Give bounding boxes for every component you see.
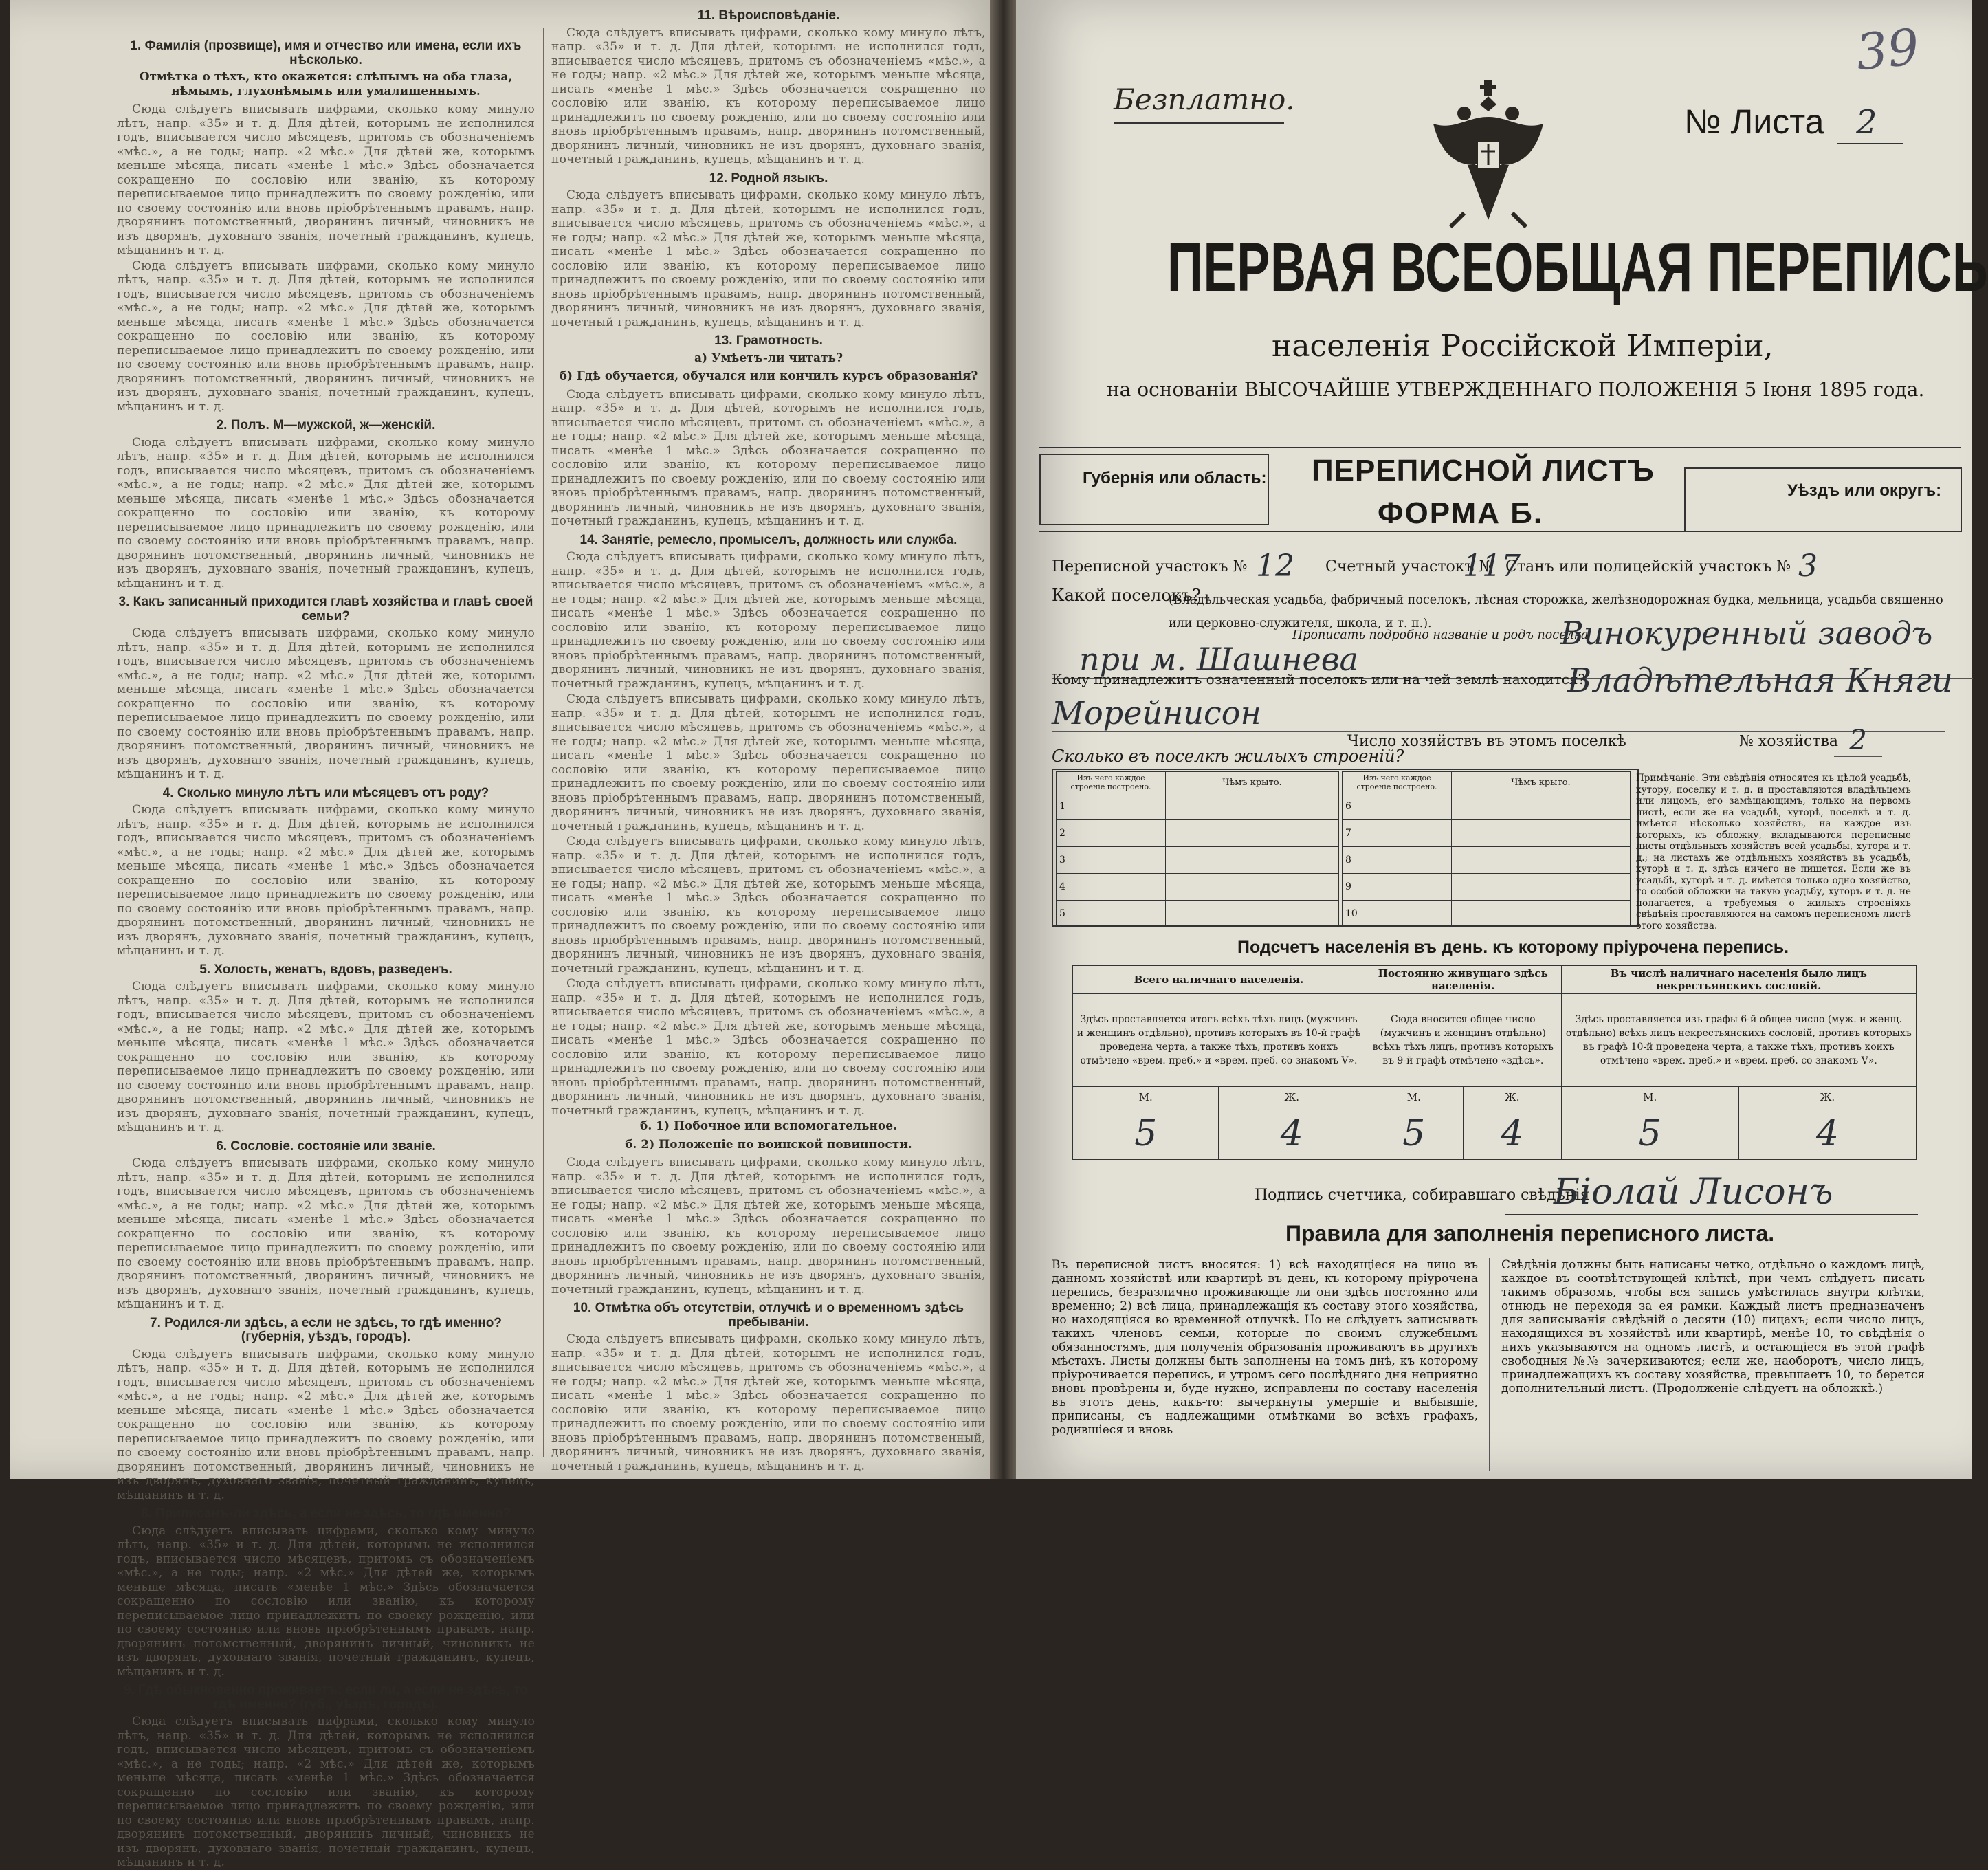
left-column-divider	[543, 28, 544, 1458]
sheet-number-underline	[1837, 143, 1903, 144]
schetny-label: Счетный участокъ №	[1325, 558, 1494, 575]
count-total-female: 4	[1219, 1108, 1365, 1160]
question-9: 9. Гдѣ обыкновенно проживаетъ: если ли, а если не здѣсь, то гдѣ именно? (губ., уѣздъ, городъ).	[123, 1683, 529, 1712]
question-3: 3. Какъ записанный приходится главѣ хозяйства и главѣ своей семьи?	[118, 595, 533, 624]
free-label: Безплатно.	[1114, 82, 1295, 116]
filler-text: Сюда слѣдуетъ вписывать цифрами, сколько кому минуло лѣтъ, напр. «35» и т. д. Для дѣтей, которымъ не исполнился годъ, вписывается число мѣсяцевъ, притомъ съ обозначеніемъ «мѣс.», а не годы; напр. «2 мѣс.» Для дѣтей же, которымъ меньше мѣсяца, писать «менѣе 1 мѣс.» Здѣсь обозначается сокращенно по сословію или званію, къ которому переписываемое лицо принадлежитъ по своему рожденію, или по своему состоянію или вновь пріобрѣтеннымъ правамъ, напр. дворянинъ потомственный, дворянинъ личный, чиновникъ не изъ дворянъ, духовнаго званія, почетный гражданинъ, купецъ, мѣщанинъ и т. д.	[117, 1156, 535, 1311]
owner-value-1: Владѣтельная Княги	[1567, 661, 1953, 700]
filler-text: Сюда слѣдуетъ вписывать цифрами, сколько кому минуло лѣтъ, напр. «35» и т. д. Для дѣтей, которымъ не исполнился годъ, вписывается число мѣсяцевъ, притомъ съ обозначеніемъ «мѣс.», а не годы; напр. «2 мѣс.» Для дѣтей же, которымъ меньше мѣсяца, писать «менѣе 1 мѣс.» Здѣсь обозначается сокращенно по сословію или званію, къ которому переписываемое лицо принадлежитъ по своему рожденію, или по своему состоянію или вновь пріобрѣтеннымъ правамъ, напр. дворянинъ потомственный, дворянинъ личный, чиновникъ не изъ дворянъ, духовнаго званія, почетный гражданинъ, купецъ, мѣщанинъ и т. д.	[117, 258, 535, 414]
count-male-label: М.	[1073, 1087, 1219, 1108]
perepisnoy-value: 12	[1230, 549, 1320, 584]
table-row: 8	[1343, 847, 1631, 874]
count-nonpeasant-male: 5	[1561, 1108, 1738, 1160]
question-16: б. 2) Положеніе по воинской повинности.	[625, 1137, 912, 1152]
count-header-nonpeasant: Въ числѣ наличнаго населенія было лицъ некрестьянскихъ сословій.	[1561, 966, 1916, 994]
rules-text-right: Свѣдѣнія должны быть написаны четко, отдѣльно о каждомъ лицѣ, каждое въ соотвѣтствующей клѣткѣ, при чемъ слѣдуетъ писать такимъ образомъ, чтобы вся запись умѣстилась внутри клѣтки, отнюдь не переходя за ея рамки. Каждый листъ предназначенъ для записыванія свѣдѣній о десяти (10) лицахъ; если число лицъ, находящихся въ хозяйствѣ или квартирѣ, менѣе 10, то свѣдѣнія о нихъ указываются на одномъ листѣ, и остающіеся въ этой графѣ свободныя №№ зачеркиваются; если же, наоборотъ, число лицъ, принадлежащихъ къ составу хозяйства, превышаетъ 10, то берется дополнительный листъ. (Продолженіе слѣдуетъ на обложкѣ.)	[1501, 1258, 1925, 1396]
count-title: Подсчетъ населенія въ день. къ которому пріурочена перепись.	[1237, 938, 1789, 957]
census-title: ПЕРВАЯ ВСЕОБЩАЯ ПЕРЕПИСЬ	[1167, 229, 1988, 306]
count-header-total: Всего наличнаго населенія.	[1073, 966, 1365, 994]
table-row: 3	[1057, 847, 1339, 874]
signature-line	[1505, 1214, 1918, 1216]
filler-text: Сюда слѣдуетъ вписывать цифрами, сколько кому минуло лѣтъ, напр. «35» и т. д. Для дѣтей, которымъ не исполнился годъ, вписывается число мѣсяцевъ, притомъ съ обозначеніемъ «мѣс.», а не годы; напр. «2 мѣс.» Для дѣтей же, которымъ меньше мѣсяца, писать «менѣе 1 мѣс.» Здѣсь обозначается сокращенно по сословію или званію, къ которому переписываемое лицо принадлежитъ по своему рожденію, или по своему состоянію или вновь пріобрѣтеннымъ правамъ, напр. дворянинъ потомственный, дворянинъ личный, чиновникъ не изъ дворянъ, духовнаго званія, почетный гражданинъ, купецъ, мѣщанинъ и т. д.	[117, 626, 535, 781]
question-4: 4. Сколько минуло лѣтъ или мѣсяцевъ отъ роду?	[162, 785, 489, 800]
signature-value: Біолай Лисонъ	[1554, 1172, 1833, 1213]
buildings-label: Сколько въ поселкѣ жилыхъ строеній?	[1052, 747, 1404, 766]
sheet-number-value: 2	[1856, 103, 1877, 142]
table-row: 7	[1343, 820, 1631, 847]
filler-text: Сюда слѣдуетъ вписывать цифрами, сколько кому минуло лѣтъ, напр. «35» и т. д. Для дѣтей, которымъ не исполнился годъ, вписывается число мѣсяцевъ, притомъ съ обозначеніемъ «мѣс.», а не годы; напр. «2 мѣс.» Для дѣтей же, которымъ меньше мѣсяца, писать «менѣе 1 мѣс.» Здѣсь обозначается сокращенно по сословію или званію, къ которому переписываемое лицо принадлежитъ по своему рожденію, или по своему состоянію или вновь пріобрѣтеннымъ правамъ, напр. дворянинъ потомственный, дворянинъ личный, чиновникъ не изъ дворянъ, духовнаго званія, почетный гражданинъ, купецъ, мѣщанинъ и т. д.	[551, 1156, 986, 1297]
owner-label: Кому принадлежитъ означенный поселокъ или на чей землѣ находится?	[1052, 671, 1586, 688]
filler-text: Сюда слѣдуетъ вписывать цифрами, сколько кому минуло лѣтъ, напр. «35» и т. д. Для дѣтей, которымъ не исполнился годъ, вписывается число мѣсяцевъ, притомъ съ обозначеніемъ «мѣс.», а не годы; напр. «2 мѣс.» Для дѣтей же, которымъ меньше мѣсяца, писать «менѣе 1 мѣс.» Здѣсь обозначается сокращенно по сословію или званію, къ которому переписываемое лицо принадлежитъ по своему рожденію, или по своему состоянію или вновь пріобрѣтеннымъ правамъ, напр. дворянинъ потомственный, дворянинъ личный, чиновникъ не изъ дворянъ, духовнаго званія, почетный гражданинъ, купецъ, мѣщанинъ и т. д.	[551, 188, 986, 329]
guberniya-label: Губернія или область:	[1083, 469, 1267, 487]
household-number-value: 2	[1834, 725, 1882, 757]
filler-text: Сюда слѣдуетъ вписывать цифрами, сколько кому минуло лѣтъ, напр. «35» и т. д. Для дѣтей, которымъ не исполнился годъ, вписывается число мѣсяцевъ, притомъ съ обозначеніемъ «мѣс.», а не годы; напр. «2 мѣс.» Для дѣтей же, которымъ меньше мѣсяца, писать «менѣе 1 мѣс.» Здѣсь обозначается сокращенно по сословію или званію, къ которому переписываемое лицо принадлежитъ по своему рожденію, или по своему состоянію или вновь пріобрѣтеннымъ правамъ, напр. дворянинъ потомственный, дворянинъ личный, чиновникъ не изъ дворянъ, духовнаго званія, почетный гражданинъ, купецъ, мѣщанинъ и т. д.	[117, 102, 535, 257]
count-header-permanent: Постоянно живущаго здѣсь населенія.	[1365, 966, 1561, 994]
table-row: 4	[1057, 874, 1339, 901]
poselok-label: Какой поселокъ?	[1052, 586, 1201, 605]
filler-text: Сюда слѣдуетъ вписывать цифрами, сколько кому минуло лѣтъ, напр. «35» и т. д. Для дѣтей, которымъ не исполнился годъ, вписывается число мѣсяцевъ, притомъ съ обозначеніемъ «мѣс.», а не годы; напр. «2 мѣс.» Для дѣтей же, которымъ меньше мѣсяца, писать «менѣе 1 мѣс.» Здѣсь обозначается сокращенно по сословію или званію, къ которому переписываемое лицо принадлежитъ по своему рожденію, или по своему состоянію или вновь пріобрѣтеннымъ правамъ, напр. дворянинъ потомственный, дворянинъ личный, чиновникъ не изъ дворянъ, духовнаго званія, почетный гражданинъ, купецъ, мѣщанинъ и т. д.	[117, 1524, 535, 1679]
filler-text: Сюда слѣдуетъ вписывать цифрами, сколько кому минуло лѣтъ, напр. «35» и т. д. Для дѣтей, которымъ не исполнился годъ, вписывается число мѣсяцевъ, притомъ съ обозначеніемъ «мѣс.», а не годы; напр. «2 мѣс.» Для дѣтей же, которымъ меньше мѣсяца, писать «менѣе 1 мѣс.» Здѣсь обозначается сокращенно по сословію или званію, къ которому переписываемое лицо принадлежитъ по своему рожденію, или по своему состоянію или вновь пріобрѣтеннымъ правамъ, напр. дворянинъ потомственный, дворянинъ личный, чиновникъ не изъ дворянъ, духовнаго званія, почетный гражданинъ, купецъ, мѣщанинъ и т. д.	[117, 435, 535, 591]
question-6: 6. Сословіе. состояніе или званіе.	[216, 1138, 436, 1154]
filler-text: Сюда слѣдуетъ вписывать цифрами, сколько кому минуло лѣтъ, напр. «35» и т. д. Для дѣтей, которымъ не исполнился годъ, вписывается число мѣсяцевъ, притомъ съ обозначеніемъ «мѣс.», а не годы; напр. «2 мѣс.» Для дѣтей же, которымъ меньше мѣсяца, писать «менѣе 1 мѣс.» Здѣсь обозначается сокращенно по сословію или званію, къ которому переписываемое лицо принадлежитъ по своему рожденію, или по своему состоянію или вновь пріобрѣтеннымъ правамъ, напр. дворянинъ потомственный, дворянинъ личный, чиновникъ не изъ дворянъ, духовнаго званія, почетный гражданинъ, купецъ, мѣщанинъ и т. д.	[117, 1715, 535, 1869]
uezd-label: Уѣздъ или округъ:	[1787, 481, 1942, 500]
rules-text-left: Въ переписной листъ вносятся: 1) всѣ находящіеся на лицо въ данномъ хозяйствѣ или квартирѣ въ день, къ которому пріурочена перепись, безразлично проживающіе ли они здѣсь постоянно или временно; 2) всѣ лица, принадлежащія къ составу этого хозяйства, но находящіяся во временной отлучкѣ. Но не слѣдуетъ записывать такихъ членовъ семьи, которые по своимъ служебнымъ обязанностямъ, для полученія образованія проживаютъ въ другихъ мѣстахъ. Листы должны быть заполнены на томъ днѣ, къ которому пріурочивается перепись, и утромъ сего послѣдняго дня неприятно вновь провѣрены и, буде нужно, исправлены по составу населенія въ этотъ день, какъ-то: вычеркнуты умершіе и выбывшіе, приписаны, съ надлежащими отмѣтками во всѣхъ графахъ, родившіеся и вновь	[1052, 1258, 1478, 1437]
filler-text: Сюда слѣдуетъ вписывать цифрами, сколько кому минуло лѣтъ, напр. «35» и т. д. Для дѣтей, которымъ не исполнился годъ, вписывается число мѣсяцевъ, притомъ съ обозначеніемъ «мѣс.», а не годы; напр. «2 мѣс.» Для дѣтей же, которымъ меньше мѣсяца, писать «менѣе 1 мѣс.» Здѣсь обозначается сокращенно по сословію или званію, къ которому переписываемое лицо принадлежитъ по своему рожденію, или по своему состоянію или вновь пріобрѣтеннымъ правамъ, напр. дворянинъ потомственный, дворянинъ личный, чиновникъ не изъ дворянъ, духовнаго званія, почетный гражданинъ, купецъ, мѣщанинъ и т. д.	[117, 980, 535, 1134]
filler-text: Сюда слѣдуетъ вписывать цифрами, сколько кому минуло лѣтъ, напр. «35» и т. д. Для дѣтей, которымъ не исполнился годъ, вписывается число мѣсяцевъ, притомъ съ обозначеніемъ «мѣс.», а не годы; напр. «2 мѣс.» Для дѣтей же, которымъ меньше мѣсяца, писать «менѣе 1 мѣс.» Здѣсь обозначается сокращенно по сословію или званію, къ которому переписываемое лицо принадлежитъ по своему рожденію, или по своему состоянію или вновь пріобрѣтеннымъ правамъ, напр. дворянинъ потомственный, дворянинъ личный, чиновникъ не изъ дворянъ, духовнаго званія, почетный гражданинъ, купецъ, мѣщанинъ и т. д.	[551, 835, 986, 976]
count-male-label: М.	[1365, 1087, 1463, 1108]
buildings-col-material: Изъ чего каждое строеніе построено.	[1343, 772, 1452, 793]
filler-text: Сюда слѣдуетъ вписывать цифрами, сколько кому минуло лѣтъ, напр. «35» и т. д. Для дѣтей, которымъ не исполнился годъ, вписывается число мѣсяцевъ, притомъ съ обозначеніемъ «мѣс.», а не годы; напр. «2 мѣс.» Для дѣтей же, которымъ меньше мѣсяца, писать «менѣе 1 мѣс.» Здѣсь обозначается сокращенно по сословію или званію, къ которому переписываемое лицо принадлежитъ по своему рожденію, или по своему состоянію или вновь пріобрѣтеннымъ правамъ, напр. дворянинъ потомственный, дворянинъ личный, чиновникъ не изъ дворянъ, духовнаго званія, почетный гражданинъ, купецъ, мѣщанинъ и т. д.	[551, 692, 986, 833]
form-list-label: ПЕРЕПИСНОЙ ЛИСТЪ	[1312, 454, 1655, 487]
schetny-value: 117	[1463, 549, 1521, 584]
poselok-hint: (Владѣльческая усадьба, фабричный поселокъ, лѣсная сторожка, желѣзнодорожная будка, мельница, усадьба священно или церковно-служителя, школа, и т. п.).	[1169, 593, 1943, 630]
count-permanent-female: 4	[1463, 1108, 1561, 1160]
table-row: 5	[1057, 901, 1339, 927]
household-number-label: № хозяйства	[1739, 733, 1838, 750]
buildings-table-left	[1056, 771, 1339, 927]
count-nonpeasant-female: 4	[1738, 1108, 1916, 1160]
table-row: 1	[1057, 793, 1339, 820]
count-desc-permanent: Сюда вносится общее число (мужчинъ и женщинъ отдѣльно) всѣхъ тѣхъ лицъ, противъ которыхъ въ 9-й графѣ отмѣчено «здѣсь».	[1365, 994, 1561, 1087]
page-number: 39	[1853, 17, 1922, 82]
buildings-col-material: Изъ чего каждое строеніе построено.	[1057, 772, 1166, 793]
poselok-hint-2: Прописать подробно названіе и родъ поселка	[1292, 628, 1589, 642]
count-table	[1072, 965, 1917, 1160]
question-15: б. 1) Побочное или вспомогательное.	[640, 1119, 897, 1133]
owner-value-2: Морейнисон	[1052, 694, 1945, 732]
count-female-label: Ж.	[1738, 1087, 1916, 1108]
poselok-value-2: при м. Шашнева	[1052, 641, 1973, 679]
form-letter-label: ФОРМА Б.	[1378, 496, 1544, 530]
count-desc-total: Здѣсь проставляется итогъ всѣхъ тѣхъ лицъ (мужчинъ и женщинъ отдѣльно), противъ которыхъ въ 10-й графѣ проведена черта, а также тѣхъ, противъ коихъ отмѣчено «врем. преб.» и «врем. преб. со знакомъ V».	[1073, 994, 1365, 1087]
left-column-1	[117, 34, 535, 1869]
filler-text: Сюда слѣдуетъ вписывать цифрами, сколько кому минуло лѣтъ, напр. «35» и т. д. Для дѣтей, которымъ не исполнился годъ, вписывается число мѣсяцевъ, притомъ съ обозначеніемъ «мѣс.», а не годы; напр. «2 мѣс.» Для дѣтей же, которымъ меньше мѣсяца, писать «менѣе 1 мѣс.» Здѣсь обозначается сокращенно по сословію или званію, къ которому переписываемое лицо принадлежитъ по своему рожденію, или по своему состоянію или вновь пріобрѣтеннымъ правамъ, напр. дворянинъ потомственный, дворянинъ личный, чиновникъ не изъ дворянъ, духовнаго званія, почетный гражданинъ, купецъ, мѣщанинъ и т. д.	[117, 1347, 535, 1502]
table-row: 10	[1343, 901, 1631, 927]
stan-label: Станъ или полицейскій участокъ №	[1505, 558, 1791, 575]
question-13: 13. Грамотность.	[714, 333, 823, 348]
buildings-col-roof: Чѣмъ крыто.	[1452, 772, 1631, 793]
filler-text: Сюда слѣдуетъ вписывать цифрами, сколько кому минуло лѣтъ, напр. «35» и т. д. Для дѣтей, которымъ не исполнился годъ, вписывается число мѣсяцевъ, притомъ съ обозначеніемъ «мѣс.», а не годы; напр. «2 мѣс.» Для дѣтей же, которымъ меньше мѣсяца, писать «менѣе 1 мѣс.» Здѣсь обозначается сокращенно по сословію или званію, къ которому переписываемое лицо принадлежитъ по своему рожденію, или по своему состоянію или вновь пріобрѣтеннымъ правамъ, напр. дворянинъ потомственный, дворянинъ личный, чиновникъ не изъ дворянъ, духовнаго званія, почетный гражданинъ, купецъ, мѣщанинъ и т. д.	[551, 1332, 986, 1473]
question-11: 11. Вѣроисповѣданіе.	[697, 8, 840, 23]
filler-text: Сюда слѣдуетъ вписывать цифрами, сколько кому минуло лѣтъ, напр. «35» и т. д. Для дѣтей, которымъ не исполнился годъ, вписывается число мѣсяцевъ, притомъ съ обозначеніемъ «мѣс.», а не годы; напр. «2 мѣс.» Для дѣтей же, которымъ меньше мѣсяца, писать «менѣе 1 мѣс.» Здѣсь обозначается сокращенно по сословію или званію, къ которому переписываемое лицо принадлежитъ по своему рожденію, или по своему состоянію или вновь пріобрѣтеннымъ правамъ, напр. дворянинъ потомственный, дворянинъ личный, чиновникъ не изъ дворянъ, духовнаго званія, почетный гражданинъ, купецъ, мѣщанинъ и т. д.	[551, 977, 986, 1118]
count-female-label: Ж.	[1463, 1087, 1561, 1108]
stan-value: 3	[1753, 549, 1863, 584]
question-2: 2. Полъ. М—мужской, ж—женскій.	[216, 418, 436, 432]
filler-text: Сюда слѣдуетъ вписывать цифрами, сколько кому минуло лѣтъ, напр. «35» и т. д. Для дѣтей, которымъ не исполнился годъ, вписывается число мѣсяцевъ, притомъ съ обозначеніемъ «мѣс.», а не годы; напр. «2 мѣс.» Для дѣтей же, которымъ меньше мѣсяца, писать «менѣе 1 мѣс.» Здѣсь обозначается сокращенно по сословію или званію, къ которому переписываемое лицо принадлежитъ по своему рожденію, или по своему состоянію или вновь пріобрѣтеннымъ правамъ, напр. дворянинъ потомственный, дворянинъ личный, чиновникъ не изъ дворянъ, духовнаго званія, почетный гражданинъ, купецъ, мѣщанинъ и т. д.	[551, 25, 986, 166]
left-column-2	[551, 4, 986, 1473]
count-permanent-male: 5	[1365, 1108, 1463, 1160]
count-female-label: Ж.	[1219, 1087, 1365, 1108]
buildings-table-right	[1342, 771, 1631, 927]
book-gutter	[990, 0, 1017, 1479]
count-total-male: 5	[1073, 1108, 1219, 1160]
coat-of-arms-icon	[1426, 76, 1550, 234]
perepisnoy-label: Переписной участокъ №	[1052, 558, 1248, 575]
filler-text: Сюда слѣдуетъ вписывать цифрами, сколько кому минуло лѣтъ, напр. «35» и т. д. Для дѣтей, которымъ не исполнился годъ, вписывается число мѣсяцевъ, притомъ съ обозначеніемъ «мѣс.», а не годы; напр. «2 мѣс.» Для дѣтей же, которымъ меньше мѣсяца, писать «менѣе 1 мѣс.» Здѣсь обозначается сокращенно по сословію или званію, къ которому переписываемое лицо принадлежитъ по своему рожденію, или по своему состоянію или вновь пріобрѣтеннымъ правамъ, напр. дворянинъ потомственный, дворянинъ личный, чиновникъ не изъ дворянъ, духовнаго званія, почетный гражданинъ, купецъ, мѣщанинъ и т. д.	[117, 803, 535, 958]
question-13b: б) Гдѣ обучается, обучался или кончилъ курсъ образованія?	[559, 369, 978, 383]
free-label-underline	[1114, 122, 1284, 124]
rules-divider	[1489, 1258, 1490, 1471]
households-label: Число хозяйствъ въ этомъ поселкѣ	[1347, 733, 1626, 750]
question-10: 10. Отмѣтка объ отсутствіи, отлучкѣ и о временномъ здѣсь пребываніи.	[573, 1301, 964, 1330]
table-row: 6	[1343, 793, 1631, 820]
census-subtitle: населенія Россійской Имперіи,	[1272, 329, 1774, 364]
census-basis: на основаніи ВЫСОЧАЙШЕ УТВЕРЖДЕННАГО ПОЛОЖЕНІЯ 5 Іюня 1895 года.	[1107, 378, 1925, 401]
question-7: 7. Родился-ли здѣсь, а если не здѣсь, то гдѣ именно? (губернія, уѣздъ, городъ).	[150, 1315, 502, 1344]
question-1: 1. Фамилія (прозвище), имя и отчество или имена, если ихъ нѣсколько.	[130, 38, 522, 67]
question-1-sub: Отмѣтка о тѣхъ, кто окажется: слѣпымъ на оба глаза, нѣмымъ, глухонѣмымъ или умалишеннымъ.	[139, 70, 513, 98]
count-male-label: М.	[1561, 1087, 1738, 1108]
question-13a: а) Умѣетъ-ли читать?	[694, 351, 843, 365]
signature-label: Подпись счетчика, собиравшаго свѣдѣнія	[1255, 1187, 1590, 1204]
question-12: 12. Родной языкъ.	[709, 170, 828, 186]
table-row: 9	[1343, 874, 1631, 901]
form-header-left-box	[1039, 454, 1269, 525]
poselok-value-1: Винокуренный заводъ	[1560, 615, 1933, 652]
sheet-number-label: № Листа	[1684, 102, 1824, 141]
question-8: 8. Приписанъ-ли здѣсь, а если не здѣсь, то гдѣ именно?	[141, 1506, 511, 1521]
buildings-note: Примѣчаніе. Эти свѣдѣнія относятся къ цѣлой усадьбѣ, хутору, поселку и т. д. и проставляются владѣльцемъ или лицомъ, его замѣщающимъ, только на первомъ листѣ, если же на усадьбѣ, хуторѣ, поселкѣ и т. д. имѣется нѣсколько хозяйствъ, на каждое изъ которыхъ, къ обложку, вкладываются переписные листы отдѣльныхъ хозяйствъ всей усадьбы, хутора и т. д.; на листахъ же отдѣльныхъ хозяйствъ въ усадьбѣ, хуторѣ и т. д. здѣсь ничего не пишется. Если же въ усадьбѣ, хуторѣ и т. д. имѣется только одно хозяйство, то особой обложки на такую усадьбу, хуторъ и т. д. не полагается, а требуемыя о жилыхъ строеніяхъ свѣдѣнія проставляются на самомъ переписномъ листѣ этого хозяйства.	[1636, 773, 1911, 932]
table-row: 2	[1057, 820, 1339, 847]
question-5: 5. Холость, женатъ, вдовъ, разведенъ.	[199, 962, 452, 977]
rules-title: Правила для заполненія переписного листа.	[1285, 1221, 1775, 1246]
count-desc-nonpeasant: Здѣсь проставляется изъ графы 6-й общее число (муж. и женщ. отдѣльно) всѣхъ лицъ некрестьянскихъ сословій, противъ которыхъ въ графѣ 10-й проведена черта, а также тѣхъ, противъ коихъ отмѣчено «врем. преб.» и «врем. преб. со знакомъ V».	[1561, 994, 1916, 1087]
filler-text: Сюда слѣдуетъ вписывать цифрами, сколько кому минуло лѣтъ, напр. «35» и т. д. Для дѣтей, которымъ не исполнился годъ, вписывается число мѣсяцевъ, притомъ съ обозначеніемъ «мѣс.», а не годы; напр. «2 мѣс.» Для дѣтей же, которымъ меньше мѣсяца, писать «менѣе 1 мѣс.» Здѣсь обозначается сокращенно по сословію или званію, къ которому переписываемое лицо принадлежитъ по своему рожденію, или по своему состоянію или вновь пріобрѣтеннымъ правамъ, напр. дворянинъ потомственный, дворянинъ личный, чиновникъ не изъ дворянъ, духовнаго званія, почетный гражданинъ, купецъ, мѣщанинъ и т. д.	[551, 387, 986, 528]
filler-text: Сюда слѣдуетъ вписывать цифрами, сколько кому минуло лѣтъ, напр. «35» и т. д. Для дѣтей, которымъ не исполнился годъ, вписывается число мѣсяцевъ, притомъ съ обозначеніемъ «мѣс.», а не годы; напр. «2 мѣс.» Для дѣтей же, которымъ меньше мѣсяца, писать «менѣе 1 мѣс.» Здѣсь обозначается сокращенно по сословію или званію, къ которому переписываемое лицо принадлежитъ по своему рожденію, или по своему состоянію или вновь пріобрѣтеннымъ правамъ, напр. дворянинъ потомственный, дворянинъ личный, чиновникъ не изъ дворянъ, духовнаго званія, почетный гражданинъ, купецъ, мѣщанинъ и т. д.	[551, 550, 986, 691]
question-14: 14. Занятіе, ремесло, промыселъ, должность или служба.	[579, 532, 958, 547]
buildings-col-roof: Чѣмъ крыто.	[1166, 772, 1339, 793]
